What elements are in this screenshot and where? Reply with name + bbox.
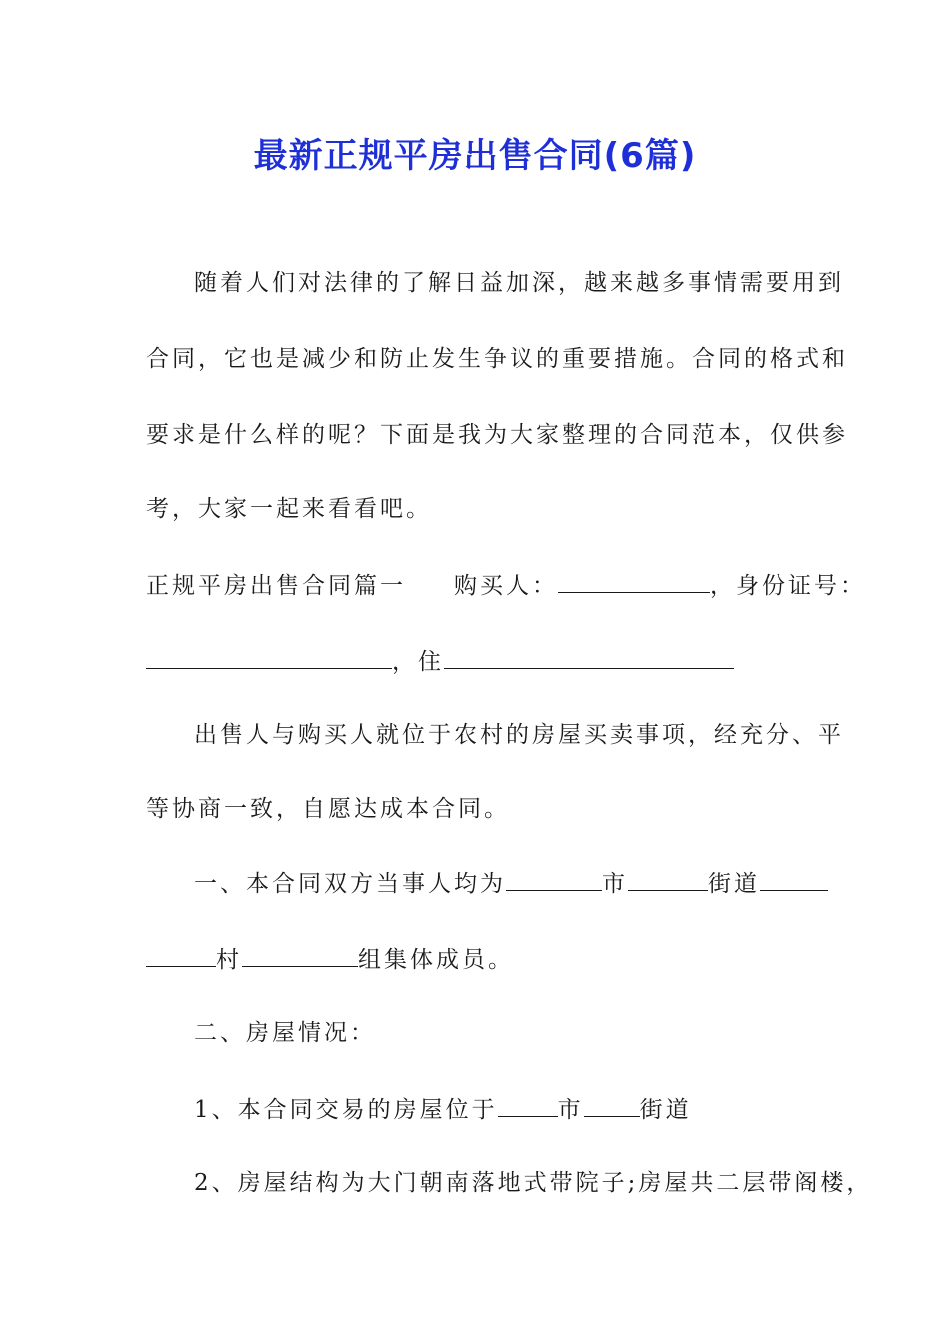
buyer-label: 购买人：	[454, 573, 558, 599]
section-line	[146, 570, 866, 601]
item1-city-blank	[498, 1094, 558, 1117]
para1-line-2: 等协商一致，自愿达成本合同。	[146, 796, 510, 822]
item1-street-label: 街道	[639, 1097, 692, 1123]
intro-line-1: 随着人们对法律的了解日益加深，越来越多事情需要用到	[194, 270, 844, 296]
item1-city-label: 市	[557, 1097, 584, 1123]
clause1-street-blank	[628, 868, 708, 891]
section-heading: 正规平房出售合同篇一	[146, 573, 406, 599]
item1-line	[194, 1094, 692, 1125]
clause1-prefix: 一、本合同双方当事人均为	[194, 871, 506, 897]
clause1-city-blank	[506, 868, 602, 891]
clause1-tail-blank	[760, 868, 828, 891]
clause1-line-2	[146, 944, 514, 975]
clause1-village-blank	[146, 944, 216, 967]
item2-line: 2、房屋结构为大门朝南落地式带院子;房屋共二层带阁楼，	[194, 1170, 873, 1196]
intro-line-2: 合同，它也是减少和防止发生争议的重要措施。合同的格式和	[146, 346, 848, 372]
document-title: 最新正规平房出售合同(6篇)	[253, 136, 697, 176]
address-blank	[444, 646, 734, 669]
id-number-blank	[146, 646, 392, 669]
clause1-city-label: 市	[602, 871, 628, 897]
address-label: ，住	[392, 649, 444, 675]
clause1-street-label: 街道	[708, 871, 760, 897]
intro-line-3: 要求是什么样的呢？下面是我为大家整理的合同范本，仅供参	[146, 422, 848, 448]
id-label: ，身份证号：	[710, 573, 866, 599]
item1-prefix: 1、本合同交易的房屋位于	[194, 1097, 498, 1123]
clause1-village-label: 村	[216, 947, 242, 973]
intro-line-4: 考，大家一起来看看吧。	[146, 496, 432, 522]
buyer-name-blank	[558, 570, 710, 593]
clause2-heading: 二、房屋情况：	[194, 1020, 376, 1046]
clause1-group-blank	[242, 944, 358, 967]
address-line	[146, 646, 734, 677]
clause1-line-1	[194, 868, 828, 899]
para1-line-1: 出售人与购买人就位于农村的房屋买卖事项，经充分、平	[194, 722, 844, 748]
clause1-group-label: 组集体成员。	[358, 947, 514, 973]
item1-street-blank	[584, 1094, 640, 1117]
